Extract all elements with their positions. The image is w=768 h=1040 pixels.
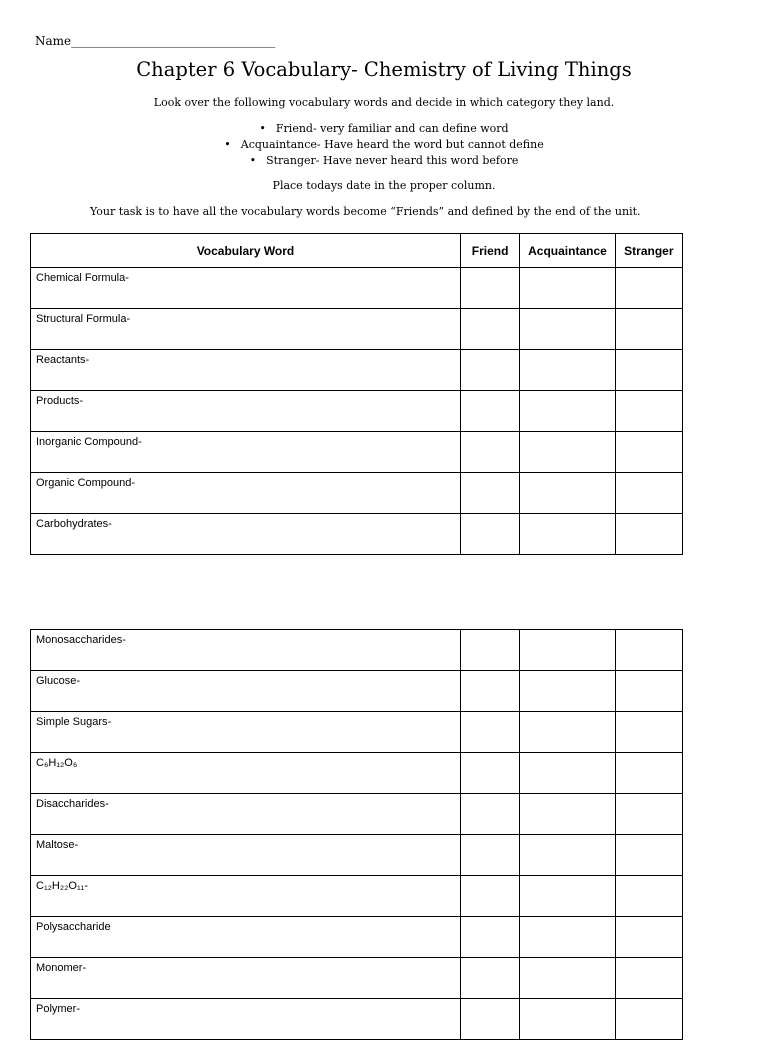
bullet-icon: • bbox=[249, 154, 257, 167]
vocabulary-word-cell: Organic Compound- bbox=[31, 473, 461, 514]
acquaintance-date-cell[interactable] bbox=[520, 876, 615, 917]
stranger-date-cell[interactable] bbox=[615, 309, 682, 350]
vocabulary-word-cell: Polysaccharide bbox=[31, 917, 461, 958]
bullet-text: Acquaintance- Have heard the word but cannot define bbox=[240, 138, 544, 151]
bullet-text: Friend- very familiar and can define word bbox=[275, 122, 509, 135]
column-header-vocabulary-word: Vocabulary Word bbox=[31, 234, 461, 268]
friend-date-cell[interactable] bbox=[460, 835, 519, 876]
vocabulary-word-cell: Products- bbox=[31, 391, 461, 432]
friend-date-cell[interactable] bbox=[460, 917, 519, 958]
acquaintance-date-cell[interactable] bbox=[520, 794, 615, 835]
stranger-date-cell[interactable] bbox=[615, 630, 682, 671]
table-row bbox=[31, 753, 683, 794]
table-row bbox=[31, 958, 683, 999]
date-instruction-text: Place todays date in the proper column. bbox=[272, 179, 496, 192]
acquaintance-date-cell[interactable] bbox=[520, 350, 615, 391]
table-row bbox=[31, 835, 683, 876]
vocabulary-word-cell: Polymer- bbox=[31, 999, 461, 1040]
friend-date-cell[interactable] bbox=[460, 630, 519, 671]
stranger-date-cell[interactable] bbox=[615, 917, 682, 958]
acquaintance-date-cell[interactable] bbox=[520, 432, 615, 473]
vocabulary-word-cell: Inorganic Compound- bbox=[31, 432, 461, 473]
acquaintance-date-cell[interactable] bbox=[520, 999, 615, 1040]
stranger-date-cell[interactable] bbox=[615, 958, 682, 999]
table-row bbox=[31, 391, 683, 432]
friend-date-cell[interactable] bbox=[460, 999, 519, 1040]
table-row bbox=[31, 473, 683, 514]
friend-date-cell[interactable] bbox=[460, 432, 519, 473]
table-row bbox=[31, 268, 683, 309]
column-header-stranger: Stranger bbox=[615, 234, 682, 268]
friend-date-cell[interactable] bbox=[460, 391, 519, 432]
acquaintance-date-cell[interactable] bbox=[520, 630, 615, 671]
table-row bbox=[31, 432, 683, 473]
friend-date-cell[interactable] bbox=[460, 309, 519, 350]
column-header-acquaintance: Acquaintance bbox=[520, 234, 615, 268]
name-field-label: Name__________________________________ bbox=[35, 34, 276, 48]
vocabulary-word-cell: C₁₂H₂₂O₁₁- bbox=[31, 876, 461, 917]
stranger-date-cell[interactable] bbox=[615, 671, 682, 712]
bullet-icon: • bbox=[224, 138, 231, 151]
stranger-date-cell[interactable] bbox=[615, 432, 682, 473]
acquaintance-date-cell[interactable] bbox=[520, 712, 615, 753]
bullet-item-acquaintance bbox=[0, 137, 768, 153]
stranger-date-cell[interactable] bbox=[615, 712, 682, 753]
acquaintance-date-cell[interactable] bbox=[520, 958, 615, 999]
category-bullet-list bbox=[0, 121, 768, 169]
stranger-date-cell[interactable] bbox=[615, 268, 682, 309]
acquaintance-date-cell[interactable] bbox=[520, 473, 615, 514]
friend-date-cell[interactable] bbox=[460, 958, 519, 999]
table-row bbox=[31, 514, 683, 555]
bullet-item-friend bbox=[0, 121, 768, 137]
acquaintance-date-cell[interactable] bbox=[520, 917, 615, 958]
table-row bbox=[31, 630, 683, 671]
friend-date-cell[interactable] bbox=[460, 268, 519, 309]
stranger-date-cell[interactable] bbox=[615, 473, 682, 514]
friend-date-cell[interactable] bbox=[460, 794, 519, 835]
vocabulary-word-cell: Glucose- bbox=[31, 671, 461, 712]
table-row bbox=[31, 671, 683, 712]
friend-date-cell[interactable] bbox=[460, 514, 519, 555]
vocabulary-table-1 bbox=[30, 233, 683, 555]
stranger-date-cell[interactable] bbox=[615, 753, 682, 794]
acquaintance-date-cell[interactable] bbox=[520, 753, 615, 794]
table-row bbox=[31, 350, 683, 391]
vocabulary-word-cell: Maltose- bbox=[31, 835, 461, 876]
table-row bbox=[31, 876, 683, 917]
vocabulary-table-2 bbox=[30, 629, 683, 1040]
stranger-date-cell[interactable] bbox=[615, 391, 682, 432]
friend-date-cell[interactable] bbox=[460, 473, 519, 514]
table-row bbox=[31, 917, 683, 958]
vocabulary-word-cell: Chemical Formula- bbox=[31, 268, 461, 309]
vocabulary-word-cell: Carbohydrates- bbox=[31, 514, 461, 555]
vocabulary-word-cell: Monomer- bbox=[31, 958, 461, 999]
table-row bbox=[31, 309, 683, 350]
stranger-date-cell[interactable] bbox=[615, 999, 682, 1040]
vocabulary-word-cell: Disaccharides- bbox=[31, 794, 461, 835]
instructions-text: Look over the following vocabulary words and decide in which category they land. bbox=[153, 96, 615, 109]
friend-date-cell[interactable] bbox=[460, 712, 519, 753]
stranger-date-cell[interactable] bbox=[615, 835, 682, 876]
vocabulary-word-cell: Reactants- bbox=[31, 350, 461, 391]
acquaintance-date-cell[interactable] bbox=[520, 835, 615, 876]
task-text: Your task is to have all the vocabulary words become “Friends” and defined by the end of the unit. bbox=[90, 205, 641, 218]
table-header-row bbox=[31, 234, 683, 268]
acquaintance-date-cell[interactable] bbox=[520, 391, 615, 432]
acquaintance-date-cell[interactable] bbox=[520, 514, 615, 555]
vocabulary-word-cell: Monosaccharides- bbox=[31, 630, 461, 671]
friend-date-cell[interactable] bbox=[460, 671, 519, 712]
table-row bbox=[31, 999, 683, 1040]
acquaintance-date-cell[interactable] bbox=[520, 268, 615, 309]
stranger-date-cell[interactable] bbox=[615, 350, 682, 391]
friend-date-cell[interactable] bbox=[460, 350, 519, 391]
vocabulary-word-cell: C₆H₁₂O₆ bbox=[31, 753, 461, 794]
table-row bbox=[31, 794, 683, 835]
bullet-item-stranger bbox=[0, 153, 768, 169]
friend-date-cell[interactable] bbox=[460, 753, 519, 794]
stranger-date-cell[interactable] bbox=[615, 794, 682, 835]
acquaintance-date-cell[interactable] bbox=[520, 671, 615, 712]
friend-date-cell[interactable] bbox=[460, 876, 519, 917]
bullet-text: Stranger- Have never heard this word before bbox=[266, 154, 519, 167]
vocabulary-word-cell: Simple Sugars- bbox=[31, 712, 461, 753]
stranger-date-cell[interactable] bbox=[615, 514, 682, 555]
table-row bbox=[31, 712, 683, 753]
vocabulary-word-cell: Structural Formula- bbox=[31, 309, 461, 350]
stranger-date-cell[interactable] bbox=[615, 876, 682, 917]
page-title: Chapter 6 Vocabulary- Chemistry of Living Things bbox=[136, 58, 632, 81]
bullet-icon: • bbox=[259, 122, 266, 135]
column-header-friend: Friend bbox=[460, 234, 519, 268]
acquaintance-date-cell[interactable] bbox=[520, 309, 615, 350]
